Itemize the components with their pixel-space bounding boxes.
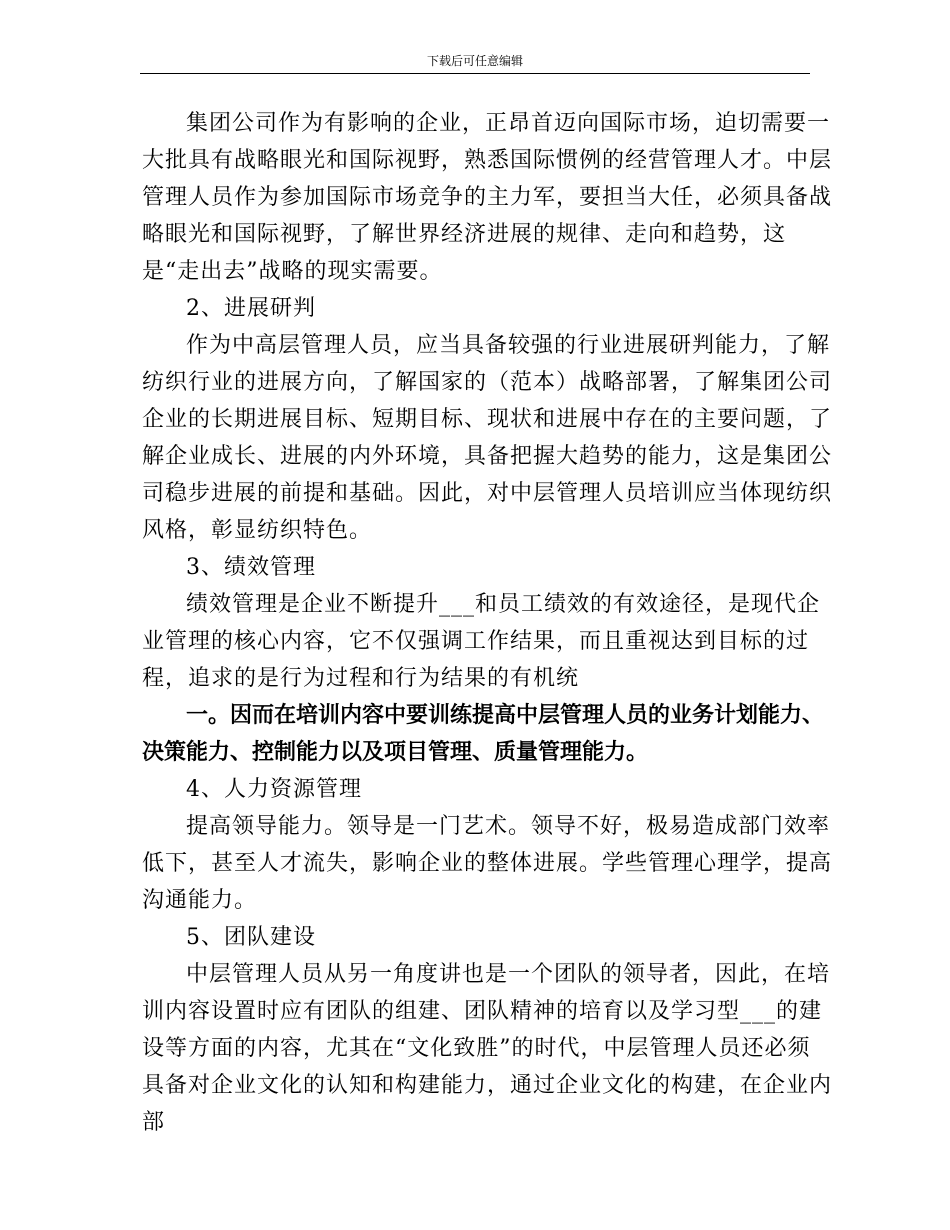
paragraph-performance-management: 绩效管理是企业不断提升___和员工绩效的有效途径，是现代企业管理的核心内容，它不仅强调工作结果，而且重视达到目标的过程，追求的是行为过程和行为结果的有机统 bbox=[142, 592, 821, 691]
heading-development-judgment: 2、进展研判 bbox=[186, 296, 316, 321]
document-body bbox=[142, 105, 832, 1141]
page-header-rule bbox=[140, 73, 810, 74]
heading-human-resources: 4、人力资源管理 bbox=[186, 777, 362, 802]
page-header: 下载后可任意编辑 bbox=[426, 54, 523, 68]
paragraph-human-resources: 提高领导能力。领导是一门艺术。领导不好，极易造成部门效率低下，甚至人才流失，影响企业的整体进展。学些管理心理学，提高沟通能力。 bbox=[142, 814, 833, 913]
paragraph-training-content-bold: 一。因而在培训内容中要训练提高中层管理人员的业务计划能力、决策能力、控制能力以及项目管理、质量管理能力。 bbox=[142, 702, 825, 765]
paragraph-development-judgment: 作为中高层管理人员，应当具备较强的行业进展研判能力，了解纺织行业的进展方向，了解国家的（范本）战略部署，了解集团公司企业的长期进展目标、短期目标、现状和进展中存在的主要问题，了解企业成长、进展的内外环境，具备把握大趋势的能力，这是集团公司稳步进展的前提和基础。因此，对中层管理人员培训应当体现纺织风格，彰显纺织特色。 bbox=[142, 333, 833, 543]
heading-team-building: 5、团队建设 bbox=[186, 925, 316, 950]
paragraph-team-building: 中层管理人员从另一角度讲也是一个团队的领导者，因此，在培训内容设置时应有团队的组建、团队精神的培育以及学习型___的建设等方面的内容，尤其在“文化致胜”的时代，中层管理人员还必须具备对企业文化的认知和构建能力，通过企业文化的构建，在企业内部 bbox=[142, 962, 833, 1135]
heading-performance-management: 3、绩效管理 bbox=[186, 555, 316, 580]
paragraph-intro: 集团公司作为有影响的企业，正昂首迈向国际市场，迫切需要一大批具有战略眼光和国际视野，熟悉国际惯例的经营管理人才。中层管理人员作为参加国际市场竞争的主力军，要担当大任，必须具备战略眼光和国际视野，了解世界经济进展的规律、走向和趋势，这是“走出去”战略的现实需要。 bbox=[142, 111, 833, 284]
